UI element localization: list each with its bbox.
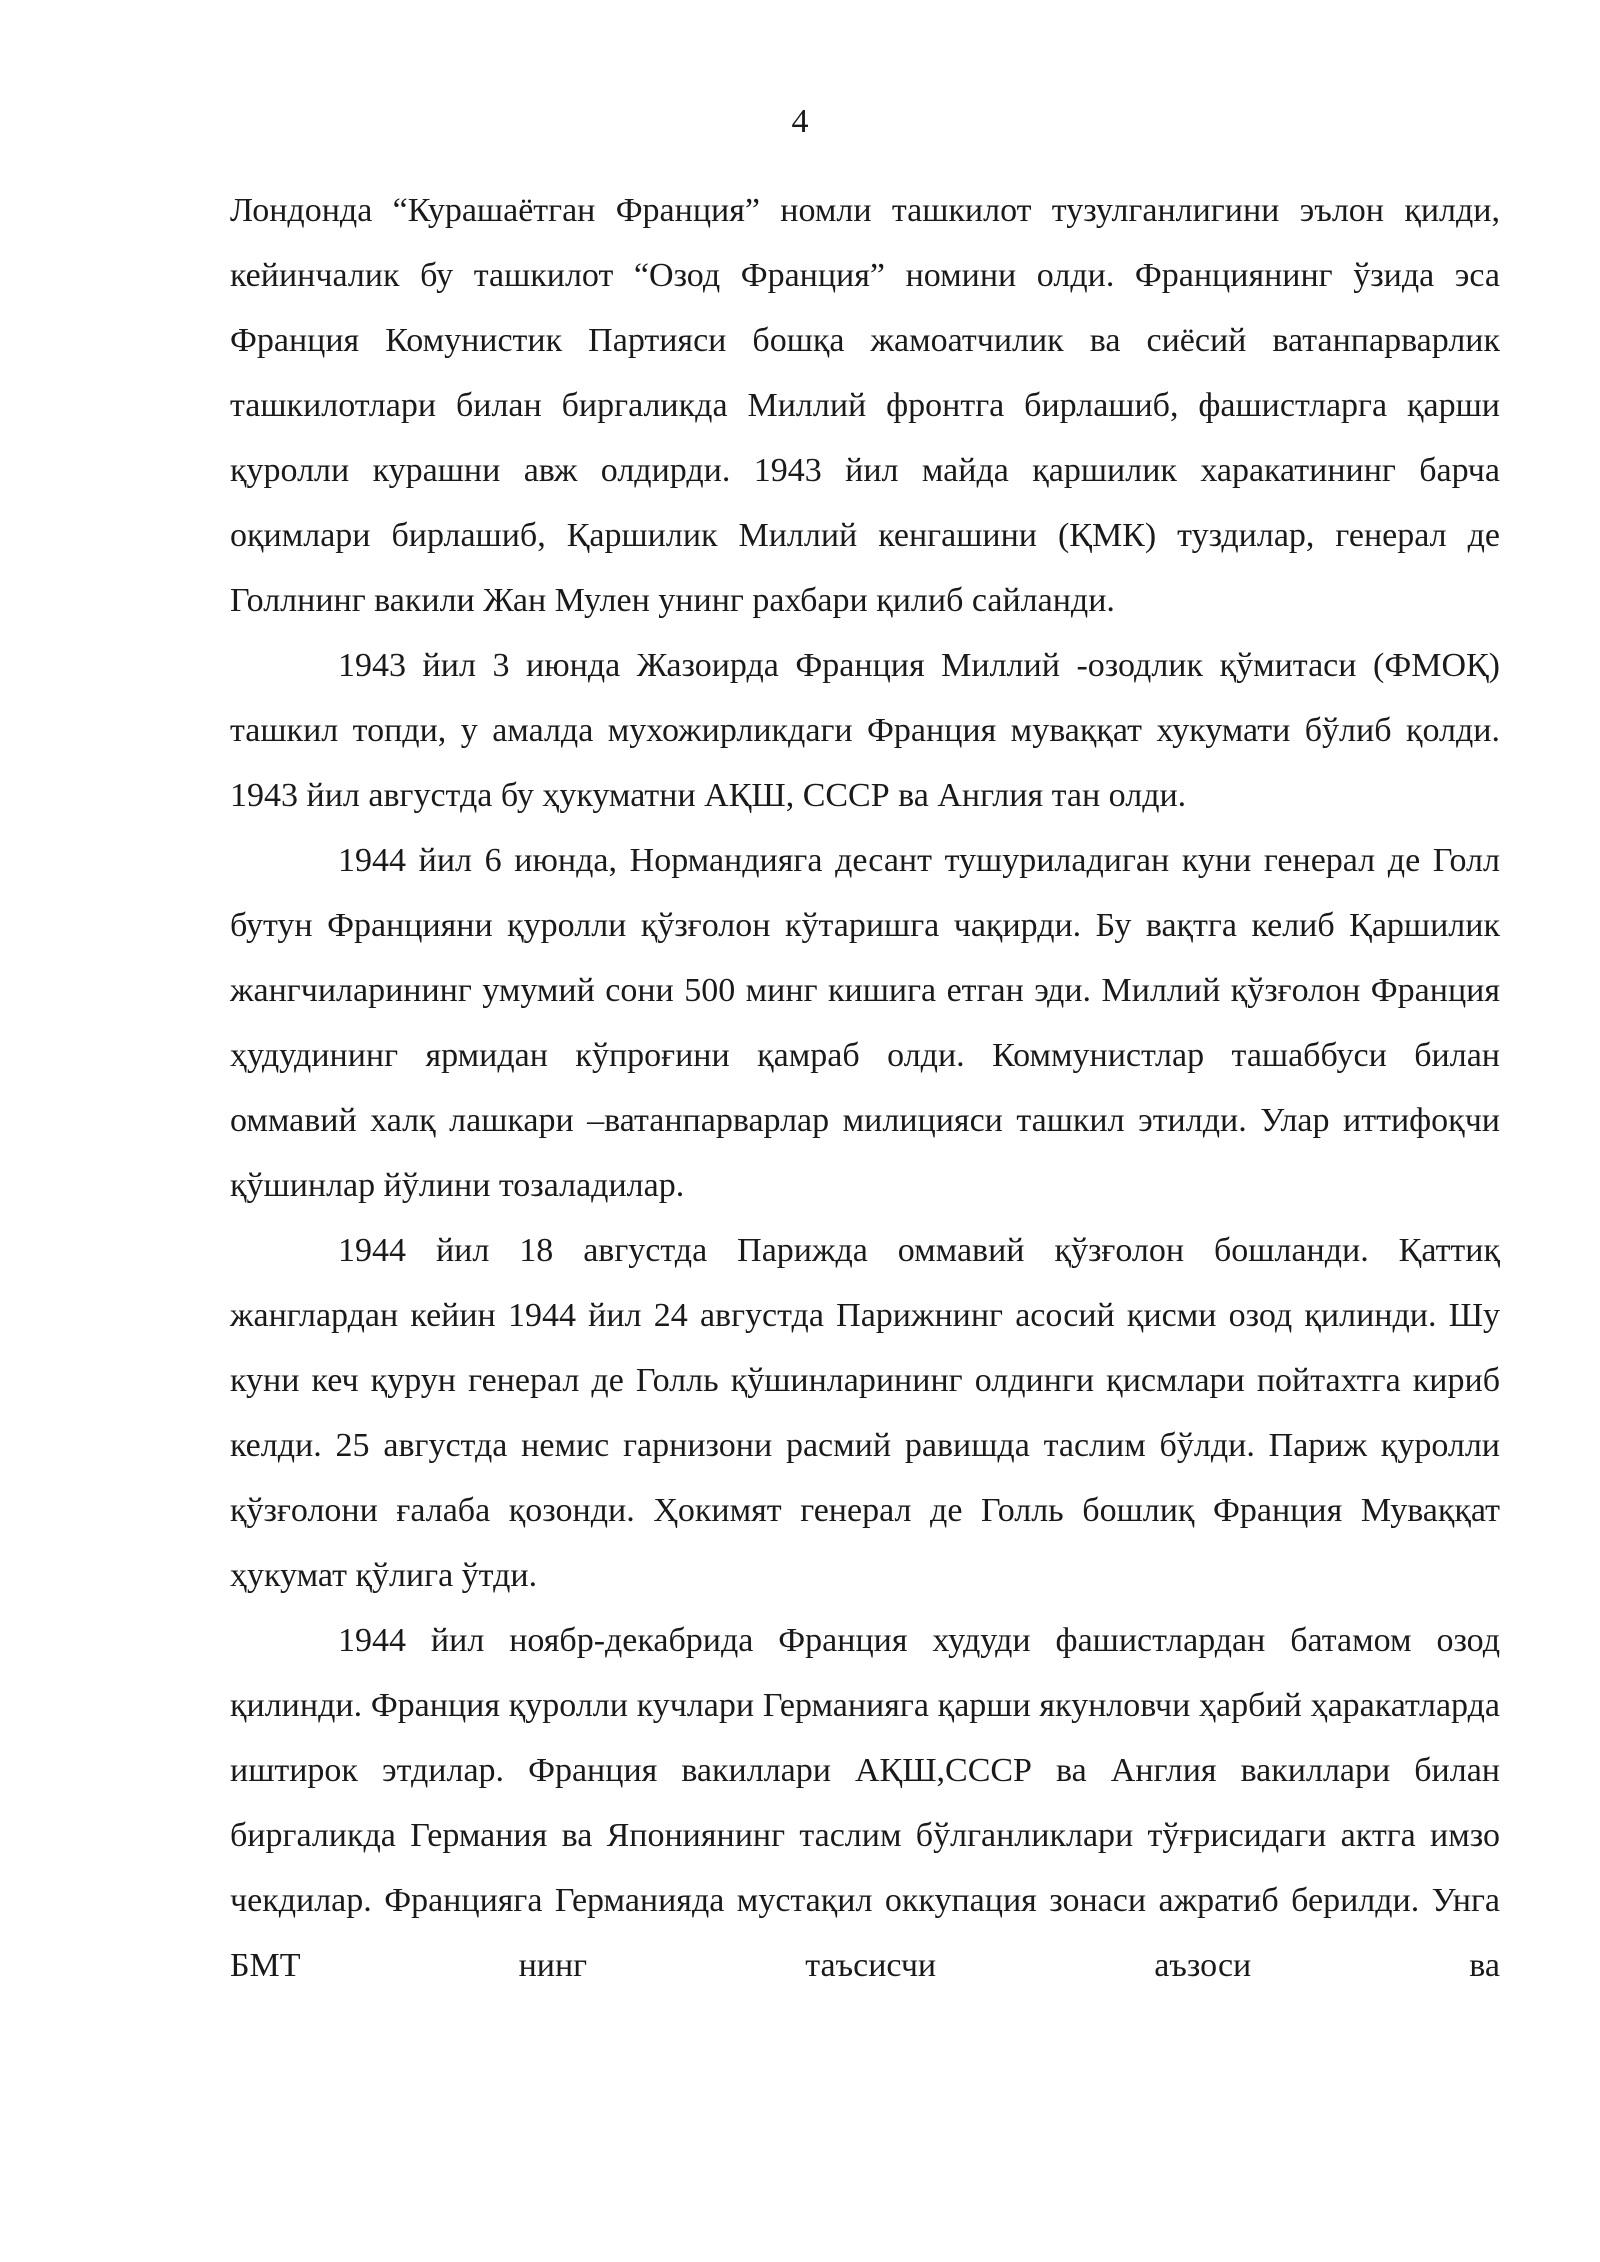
page-number: 4: [791, 103, 809, 140]
paragraph: 1944 йил ноябр-декабрида Франция худуди фашистлардан батамом озод қилинди. Франция қуролли кучлари Германияга қарши якунловчи ҳарбий ҳаракатларда иштирок этдилар. Франция вакиллари АҚШ,СССР ва Англия вакиллари билан биргаликда Германия ва Япониянинг таслим бўлганликлари тўғрисидаги актга имзо чекдилар. Францияга Германияда мустақил оккупация зонаси ажратиб берилди. Унга БМТ нинг таъсисчи аъзоси ва: [230, 1622, 1500, 1984]
text-body: [230, 178, 1500, 1998]
paragraph: Лондонда “Курашаётган Франция” номли ташкилот тузулганлигини эълон қилди, кейинчалик бу ташкилот “Озод Франция” номини олди. Франциянинг ўзида эса Франция Комунистик Партияси бошқа жамоатчилик ва сиёсий ватанпарварлик ташкилотлари билан биргаликда Миллий фронтга бирлашиб, фашистларга қарши қуролли курашни авж олдирди. 1943 йил майда қаршилик харакатининг барча оқимлари бирлашиб, Қаршилик Миллий кенгашини (ҚМК) туздилар, генерал де Голлнинг вакили Жан Мулен унинг рахбари қилиб сайланди.: [230, 192, 1500, 619]
paragraph: 1943 йил 3 июнда Жазоирда Франция Миллий -озодлик қўмитаси (ФМОҚ) ташкил топди, у амалда мухожирликдаги Франция муваққат хукумати бўлиб қолди. 1943 йил августда бу ҳукуматни АҚШ, СССР ва Англия тан олди.: [230, 647, 1500, 814]
paragraph: 1944 йил 6 июнда, Нормандияга десант тушуриладиган куни генерал де Голл бутун Францияни қуролли қўзғолон кўтаришга чақирди. Бу вақтга келиб Қаршилик жангчиларининг умумий сони 500 минг кишига етган эди. Миллий қўзғолон Франция ҳудудининг ярмидан кўпроғини қамраб олди. Коммунистлар ташаббуси билан оммавий халқ лашкари –ватанпарварлар милицияси ташкил этилди. Улар иттифоқчи қўшинлар йўлини тозаладилар.: [230, 842, 1500, 1204]
paragraph: 1944 йил 18 августда Парижда оммавий қўзғолон бошланди. Қаттиқ жанглардан кейин 1944 йил 24 августда Парижнинг асосий қисми озод қилинди. Шу куни кеч қурун генерал де Голль қўшинларининг олдинги қисмлари пойтахтга кириб келди. 25 августда немис гарнизони расмий равишда таслим бўлди. Париж қуролли қўзғолони ғалаба қозонди. Ҳокимят генерал де Голль бошлиқ Франция Муваққат ҳукумат қўлига ўтди.: [230, 1232, 1500, 1594]
